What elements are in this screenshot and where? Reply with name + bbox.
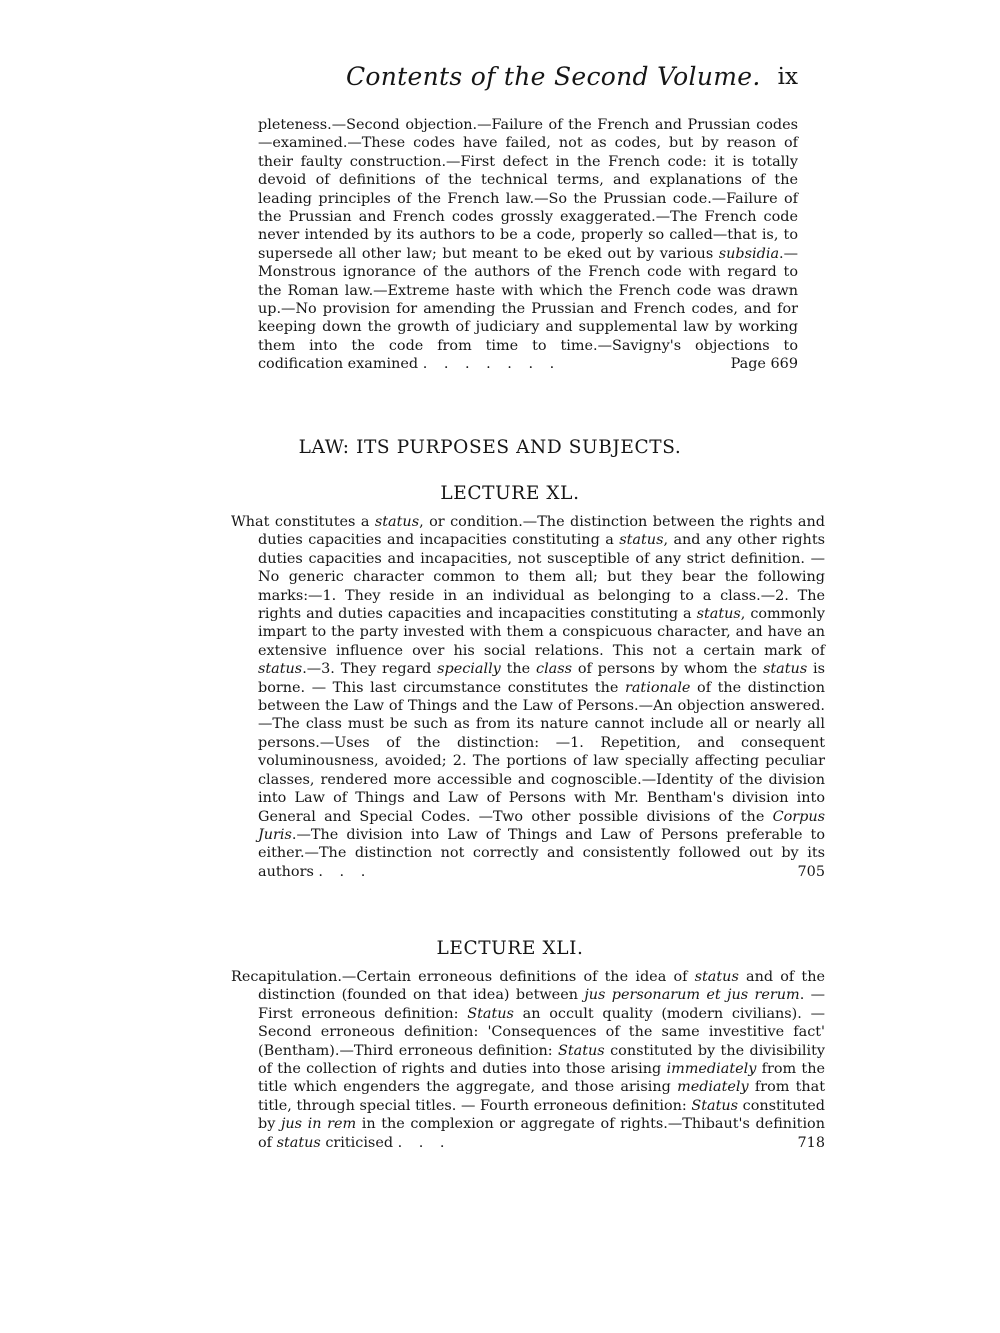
summary-italic: Status — [467, 1005, 514, 1022]
summary-italic: immediately — [666, 1061, 757, 1078]
entry-text-after: .—Monstrous ignorance of the authors of the French code with regard to the Roman law.—Extreme haste with which the French code was drawn up.—No provision for amending the Prussian and French codes, and for keeping down the growth of judiciary and supplemental law by working them into the code from time to time.—Savigny's objections to codification examined — [258, 245, 798, 373]
summary-italic: jus personarum et jus rerum — [584, 987, 800, 1004]
summary-italic: Corpus Juris — [258, 808, 825, 843]
entry-text: pleteness.—Second objection.—Failure of the French and Prussian codes —examined.—These codes have failed, not as codes, but by reason of their faulty construction.—First defect in the French code: it is totally devoid of definitions of the technical terms, and explanations of the leading principles of the French law.—So the Prussian code.—Failure of the Prussian and French codes grossly exaggerated.—The French code never intended by its authors to be a code, properly so called—that is, to supersede all other law; but meant to be eked out by various — [258, 117, 798, 262]
dot-leader: . . . . . . . — [422, 356, 561, 373]
summary-italic: rationale — [624, 679, 691, 696]
summary-text: .—3. They regard — [302, 661, 438, 678]
summary-text: constituted by the divisibility of the collection of rights and duties into those arising — [258, 1042, 825, 1078]
dot-leader: . . . — [318, 863, 372, 880]
summary-text: in the complexion or aggregate of rights.—Thibaut's definition of — [258, 1116, 825, 1151]
summary-text: . —First erroneous definition: — [258, 987, 825, 1022]
summary-italic: Status — [691, 1097, 739, 1114]
summary-italic: status — [696, 606, 741, 623]
entry-italic: subsidia — [718, 245, 780, 262]
lecture-summary — [231, 968, 825, 1152]
summary-text: criticised — [320, 1134, 394, 1151]
summary-text: of the distinction between the Law of Things and the Law of Persons.—An objection answered.—The class must be such as from its nature cannot include all or nearly all persons.—Uses of the distinction: —1. Repetition, and consequent voluminousness, avoided; 2. The portions of law specially affecting peculiar classes, rendered more accessible and cognoscible.—Identity of the division into Law of Things and Law of Persons with Mr. Bentham's division into General and Special Codes. —Two other possible divisions of the — [258, 679, 825, 825]
summary-text: , or condition.—The distinction between the rights and duties capacities and incapacities constituting a — [258, 514, 825, 549]
lecture-heading: LECTURE XL. — [440, 483, 580, 504]
summary-italic: class — [536, 661, 573, 678]
summary-text: from the title which engenders the aggregate, and those arising — [258, 1061, 825, 1096]
summary-text: is borne. — This last circumstance constitutes the — [258, 661, 826, 696]
summary-italic: mediately — [677, 1079, 749, 1096]
summary-text: of persons by whom the — [572, 661, 764, 678]
running-title: Contents of the Second Volume. — [346, 62, 761, 91]
dot-leader: . . . — [397, 1134, 451, 1151]
summary-italic: jus in rem — [280, 1116, 357, 1133]
running-head — [258, 62, 798, 102]
summary-text: and of the distinction (founded on that idea) between — [258, 969, 825, 1004]
lecture-heading: LECTURE XLI. — [436, 938, 584, 959]
summary-italic: Status — [558, 1042, 605, 1059]
summary-italic: status — [276, 1134, 321, 1151]
summary-text: the — [500, 661, 537, 678]
summary-text: , commonly impart to the party invested with them a conspicuous character, and have an extensive influence over his social relations. This not a certain mark of — [258, 606, 825, 659]
lecture-summary — [231, 513, 825, 881]
summary-italic: specially — [437, 661, 501, 678]
summary-italic: status — [694, 969, 739, 985]
section-title: LAW: ITS PURPOSES AND SUBJECTS. — [298, 437, 682, 458]
summary-text: What constitutes a — [231, 514, 375, 530]
summary-text: from that title, through special titles. — Fourth erroneous definition: — [258, 1079, 825, 1114]
summary-italic: status — [619, 532, 664, 549]
summary-text: Recapitulation.—Certain erroneous definitions of the idea of — [231, 969, 695, 985]
page-reference: Page 669 — [730, 356, 798, 373]
summary-text: an occult quality (modern civilians). — Second erroneous definition: 'Consequences of the same investitive fact' (Bentham).—Third erroneous definition: — [258, 1005, 825, 1059]
summary-italic: status — [374, 514, 420, 530]
page-number: ix — [777, 64, 798, 90]
summary-italic: status — [258, 661, 303, 678]
summary-text: , and any other rights duties capacities and incapacities, not susceptible of any strict definition. —No generic character common to them all; but they bear the following marks:—1. They reside in an individual as belonging to a class.—2. The rights and duties capacities and incapacities constituting a — [258, 532, 825, 623]
summary-text: constituted by — [258, 1097, 825, 1133]
continued-contents-entry — [258, 116, 798, 374]
summary-text: .—The division into Law of Things and Law of Persons preferable to either.—The distinction not correctly and consistently followed out by its authors — [258, 826, 825, 880]
summary-italic: status — [763, 661, 808, 678]
